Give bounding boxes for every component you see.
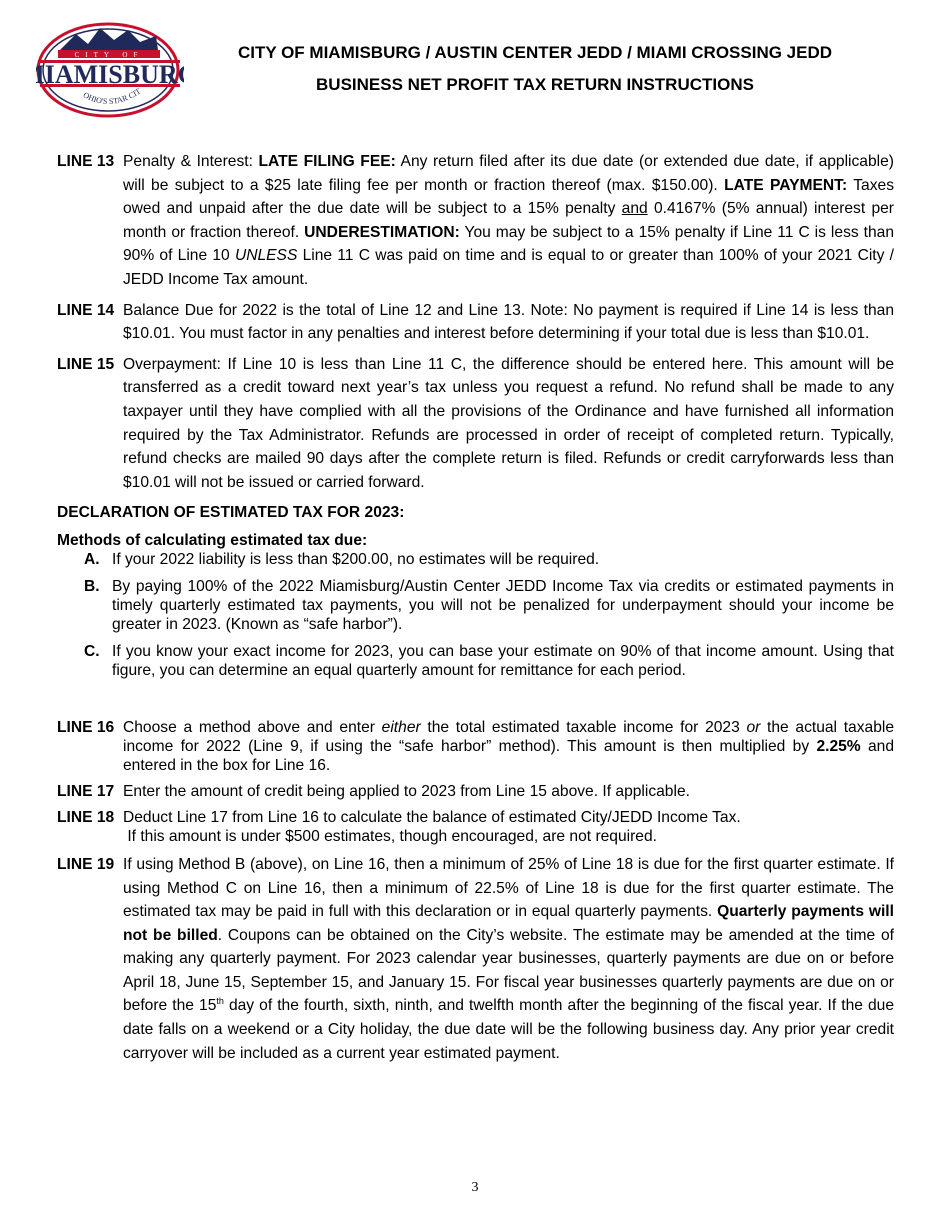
line-15 xyxy=(57,353,894,495)
line-label: LINE 19 xyxy=(57,855,115,873)
line-label: LINE 13 xyxy=(57,153,115,170)
line-text: Deduct Line 17 from Line 16 to calculate the balance of estimated City/JEDD Income Tax. If this amount is under $500 estimates, though encouraged, are not required. xyxy=(123,808,741,845)
method-label: B. xyxy=(84,577,100,595)
method-label: C. xyxy=(84,642,100,660)
declaration-heading: DECLARATION OF ESTIMATED TAX FOR 2023: xyxy=(57,504,405,522)
line-14 xyxy=(57,299,894,346)
line-text: Penalty & Interest: LATE FILING FEE: Any return filed after its due date (or extended due date, if applicable) will be subject to a $25 late filing fee per month or fraction thereof (max. $150.00). LATE PAYMENT: Taxes owed and unpaid after the due date will be subject to a 15% penalty and 0.4167% (5% annual) interest per month or fraction thereof. UNDERESTIMATION: You may be subject to a 15% penalty if Line 11 C is less than 90% of Line 10 UNLESS Line 11 C was paid on time and is equal to or greater than 100% of your 2021 City / JEDD Income Tax amount. xyxy=(123,153,894,288)
line-label: LINE 15 xyxy=(57,355,115,373)
line-text: Overpayment: If Line 10 is less than Line 11 C, the difference should be entered here. This amount will be transferred as a credit toward next year’s tax unless you request a refund. No refund shall be made to any taxpayer until they have complied with all the provisions of the Ordinance and have furnished all information required by the Tax Administrator. Refunds are processed in order of receipt of completed return. Typically, refund checks are mailed 90 days after the complete return is filed. Refunds or credit carryforwards less than $10.01 will not be issued or carried forward. xyxy=(123,355,894,491)
line-text: Balance Due for 2022 is the total of Line 12 and Line 13. Note: No payment is required if Line 14 is less than $10.01. You must factor in any penalties and interest before determining if your total due is less than $10.01. xyxy=(123,301,894,343)
logo-wordmark: IAMISBUR xyxy=(44,60,178,89)
line-17 xyxy=(57,782,894,801)
page-number: 3 xyxy=(471,1180,479,1195)
line-label: LINE 17 xyxy=(57,782,115,800)
line-18 xyxy=(57,808,894,846)
method-b xyxy=(84,577,894,634)
header-title-line1: CITY OF MIAMISBURG / AUSTIN CENTER JEDD / MIAMI CROSSING JEDD xyxy=(237,43,833,62)
city-logo xyxy=(36,20,184,120)
line-label: LINE 16 xyxy=(57,718,115,736)
line-19 xyxy=(57,853,894,1065)
logo-motto: OHIO'S STAR CIT xyxy=(81,86,143,107)
line-label: LINE 14 xyxy=(57,301,115,319)
method-a xyxy=(84,550,894,569)
instructions-body xyxy=(57,150,894,1072)
line-label: LINE 18 xyxy=(57,808,115,826)
line-text: If using Method B (above), on Line 16, then a minimum of 25% of Line 18 is due for the first quarter estimate. If using Method C on Line 16, then a minimum of 22.5% of Line 18 is due for the first quarter estimate. The estimated tax may be paid in full with this declaration or in equal quarterly payments. Quarterly payments will not be billed. Coupons can be obtained on the City’s website. The estimate may be amended at the time of making any quarterly payment. For 2023 calendar year businesses, quarterly payments are due on or before April 18, June 15, September 15, and January 15. For fiscal year businesses quarterly payments are due on or before the 15th day of the fourth, sixth, ninth, and twelfth month after the beginning of the fiscal year. If the due date falls on a weekend or a City holiday, the due date will be the following business day. Any prior year credit carryover will be included as a current year estimated payment. xyxy=(123,855,894,1062)
method-c xyxy=(84,642,894,680)
method-text: If your 2022 liability is less than $200.00, no estimates will be required. xyxy=(112,550,600,568)
methods-heading: Methods of calculating estimated tax due: xyxy=(57,531,368,549)
line-text: Enter the amount of credit being applied to 2023 from Line 15 above. If applicable. xyxy=(123,782,690,800)
line-text: Choose a method above and enter either the total estimated taxable income for 2023 or the actual taxable income for 2022 (Line 9, if using the “safe harbor” method). This amount is then multiplied by 2.25% and entered in the box for Line 16. xyxy=(123,718,895,774)
method-label: A. xyxy=(84,550,100,568)
logo-top-text: CITY OF xyxy=(74,51,144,59)
line-13 xyxy=(57,150,894,292)
spacer xyxy=(57,688,894,718)
method-text: By paying 100% of the 2022 Miamisburg/Austin Center JEDD Income Tax via credits or estimated payments in timely quarterly estimated tax payments, you will not be penalized for underpayment should your income be greater in 2023. (Known as “safe harbor”). xyxy=(112,577,894,633)
method-text: If you know your exact income for 2023, you can base your estimate on 90% of that income amount. Using that figure, you can determine an equal quarterly amount for remittance for each period. xyxy=(112,642,894,679)
line-16 xyxy=(57,718,894,775)
header-title-line2: BUSINESS NET PROFIT TAX RETURN INSTRUCTIONS xyxy=(316,75,754,94)
